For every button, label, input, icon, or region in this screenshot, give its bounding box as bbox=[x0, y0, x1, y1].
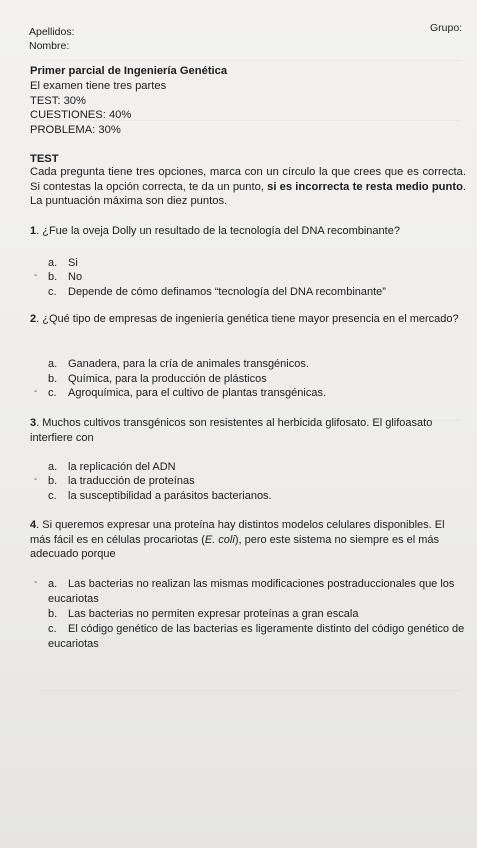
option-3c: c. la susceptibilidad a parásitos bacterianos. bbox=[48, 490, 272, 502]
question-number: 4 bbox=[30, 519, 37, 531]
option-4b: b. Las bacterias no permiten expresar proteínas a gran escala bbox=[48, 608, 359, 620]
option-1c: c. Depende de cómo definamos “tecnología del DNA recombinante” bbox=[48, 286, 386, 298]
test-instructions bbox=[30, 165, 466, 209]
question-text: . Muchos cultivos transgénicos son resistentes al herbicida glifosato. El glifoasato interfiere con bbox=[30, 417, 433, 444]
question-number: 1 bbox=[30, 225, 37, 237]
show-through bbox=[40, 690, 460, 691]
instr-text: Cada pregunta tiene tres opciones, marca con un círculo la que crees que es correcta. Si contestas la opción correcta, te da un punto, bbox=[30, 166, 466, 193]
intro-line: TEST: 30% bbox=[30, 95, 86, 107]
option-2a: a. Ganadera, para la cría de animales transgénicos. bbox=[48, 358, 309, 370]
option-1a: a. Si bbox=[48, 257, 78, 269]
question-3 bbox=[30, 416, 468, 445]
question-4 bbox=[30, 518, 468, 562]
question-text: . ¿Qué tipo de empresas de ingeniería genética tiene mayor presencia en el mercado? bbox=[36, 313, 459, 325]
question-text: . ¿Fue la oveja Dolly un resultado de la tecnología del DNA recombinante? bbox=[36, 225, 400, 237]
question-1 bbox=[30, 224, 468, 239]
intro-line: CUESTIONES: 40% bbox=[30, 109, 132, 121]
question-number: 3 bbox=[30, 417, 37, 429]
intro-line: PROBLEMA: 30% bbox=[30, 124, 121, 136]
option-3b: b. la traducción de proteínas bbox=[48, 475, 195, 487]
apellidos-label: Apellidos: bbox=[29, 26, 75, 38]
pencil-mark: - bbox=[34, 270, 38, 281]
question-text: ), pero este sistema no siempre es el más adecuado porque bbox=[30, 533, 440, 560]
show-through bbox=[40, 60, 460, 61]
intro-line: El examen tiene tres partes bbox=[30, 80, 167, 92]
option-3a: a. la replicación del ADN bbox=[48, 461, 176, 473]
question-number: 2 bbox=[30, 313, 37, 325]
question-text-italic: E. coli bbox=[204, 533, 235, 546]
nombre-label: Nombre: bbox=[29, 40, 70, 52]
option-4a: a. Las bacterias no realizan las mismas modificaciones postraduccionales que los eucariotas bbox=[48, 578, 455, 605]
option-2b: b. Química, para la producción de plásticos bbox=[48, 373, 267, 385]
question-text: . Si queremos expresar una proteína hay distintos modelos celulares disponibles. El más fácil es en células procariotas ( bbox=[30, 519, 445, 546]
option-1b: b. No bbox=[48, 271, 83, 283]
pencil-mark: - bbox=[34, 386, 38, 397]
option-2c: c. Agroquímica, para el cultivo de plantas transgénicas. bbox=[48, 387, 327, 399]
test-heading: TEST bbox=[30, 153, 59, 165]
pencil-mark: - bbox=[34, 474, 38, 485]
exam-title: Primer parcial de Ingeniería Genética bbox=[30, 65, 228, 77]
pencil-mark: - bbox=[34, 577, 38, 588]
instr-text: . La puntuación máxima son diez puntos. bbox=[30, 180, 467, 208]
question-2 bbox=[30, 312, 468, 327]
instr-penalty: si es incorrecta te resta medio punto bbox=[267, 180, 463, 193]
grupo-label: Grupo: bbox=[430, 22, 463, 34]
option-4c: c. El código genético de las bacterias es ligeramente distinto del código genético de eucariotas bbox=[48, 623, 465, 650]
